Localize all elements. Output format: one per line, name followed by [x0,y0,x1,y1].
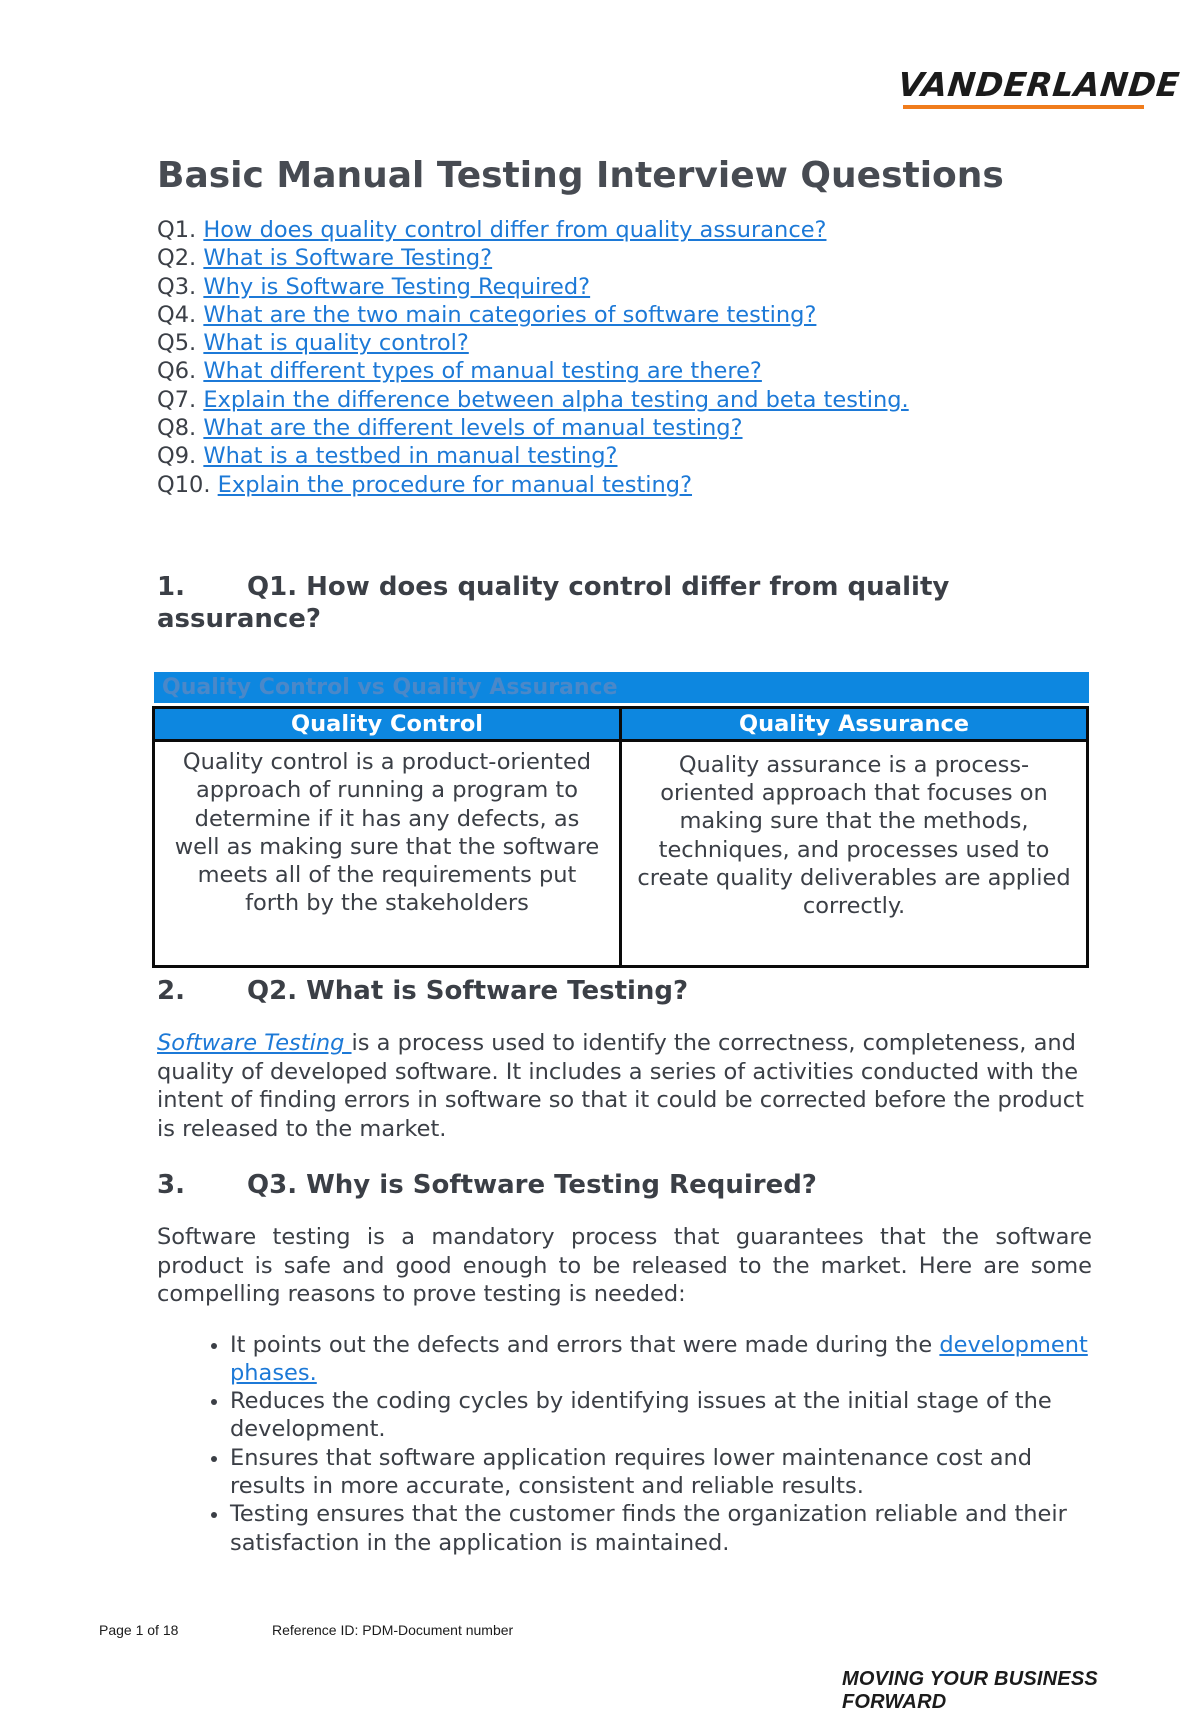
toc-item [157,414,1092,442]
logo-underline [903,105,1144,109]
toc-number: Q7. [157,386,197,413]
reasons-list [157,1331,1092,1557]
toc-number: Q5. [157,330,197,357]
toc-link[interactable]: What is Software Testing? [203,245,493,272]
toc-link[interactable]: What are the two main categories of software testing? [203,301,817,328]
toc-item [157,216,1092,244]
list-item: • Testing ensures that the customer finds the organization reliable and their satisfaction in the application is maintained. [230,1500,1092,1557]
page-number: Page 1 of 18 [99,1622,179,1638]
reference-id: Reference ID: PDM-Document number [272,1622,514,1638]
quality-control-cell: Quality control is a product-oriented approach of running a program to determine if it has any defects, as well as making sure that the software meets all of the requirements put forth by the stakeholders [154,741,621,967]
section-heading-text: Q3. Why is Software Testing Required? [247,1170,817,1200]
toc-item [157,273,1092,301]
toc-link[interactable]: What different types of manual testing are there? [203,358,762,385]
toc-link[interactable]: Explain the procedure for manual testing? [217,471,693,498]
toc-number: Q10. [157,471,211,498]
footer-tagline: MOVING YOUR BUSINESS FORWARD [842,1668,1098,1713]
toc-item [157,244,1092,272]
toc-link[interactable]: What are the different levels of manual testing? [203,415,743,442]
section-2-paragraph [157,1029,1092,1143]
column-header-quality-assurance: Quality Assurance [621,708,1088,741]
table-row [154,741,1088,967]
software-testing-link[interactable]: Software Testing [157,1030,352,1056]
toc-item [157,386,1092,414]
list-item [230,1331,1092,1388]
toc-link[interactable]: How does quality control differ from quality assurance? [203,217,827,243]
list-item-text: It points out the defects and errors that were made during the [230,1331,940,1358]
toc-number: Q4. [157,301,197,328]
section-2 [157,975,1092,1557]
comparison-table [152,672,1089,968]
section-number: 2. [157,976,185,1006]
section-heading-text: Q2. What is Software Testing? [247,976,689,1006]
toc-item [157,329,1092,357]
section-3-heading [157,1169,1092,1201]
toc-item [157,442,1092,470]
toc-number: Q2. [157,245,197,272]
toc-link[interactable]: Explain the difference between alpha testing and beta testing. [203,386,909,413]
toc-number: Q6. [157,358,197,385]
toc-item [157,471,1092,499]
development-phases-link[interactable]: development phases. [230,1331,1088,1386]
table-of-contents [157,216,1092,499]
toc-link[interactable]: What is quality control? [203,330,469,357]
section-1-heading-text: Q1. How does quality control differ from quality assurance? [157,571,950,634]
toc-number: Q8. [157,415,197,442]
toc-link[interactable]: Why is Software Testing Required? [203,273,591,300]
qc-vs-qa-table [152,706,1089,968]
document-body [157,150,1092,635]
section-number: 3. [157,1170,185,1200]
toc-number: Q3. [157,273,197,300]
toc-item [157,301,1092,329]
toc-number: Q9. [157,443,197,470]
vanderlande-logo: VANDERLANDE [896,65,1182,104]
toc-item [157,357,1092,385]
section-3-intro: Software testing is a mandatory process that guarantees that the software product is safe and good enough to be released to the market. Here are some compelling reasons to prove testing is needed: [157,1224,1092,1307]
table-header-row [154,708,1088,741]
column-header-quality-control: Quality Control [154,708,621,741]
toc-link[interactable]: What is a testbed in manual testing? [203,443,618,470]
table-title: Quality Control vs Quality Assurance [154,672,1089,703]
section-2-heading [157,975,1092,1007]
toc-number: Q1. [157,217,197,243]
section-number: 1. [157,571,185,602]
list-item: • Ensures that software application requires lower maintenance cost and results in more accurate, consistent and reliable results. [230,1444,1092,1501]
paragraph-text: is a process used to identify the correctness, completeness, and quality of developed software. It includes a series of activities conducted with the intent of finding errors in software so that it could be corrected before the product is released to the market. [157,1030,1085,1142]
quality-assurance-cell: Quality assurance is a process-oriented approach that focuses on making sure that the methods, techniques, and processes used to create quality deliverables are applied correctly. [621,741,1088,967]
page-title: Basic Manual Testing Interview Questions [157,155,1004,196]
list-item: • Reduces the coding cycles by identifying issues at the initial stage of the development. [230,1387,1092,1444]
